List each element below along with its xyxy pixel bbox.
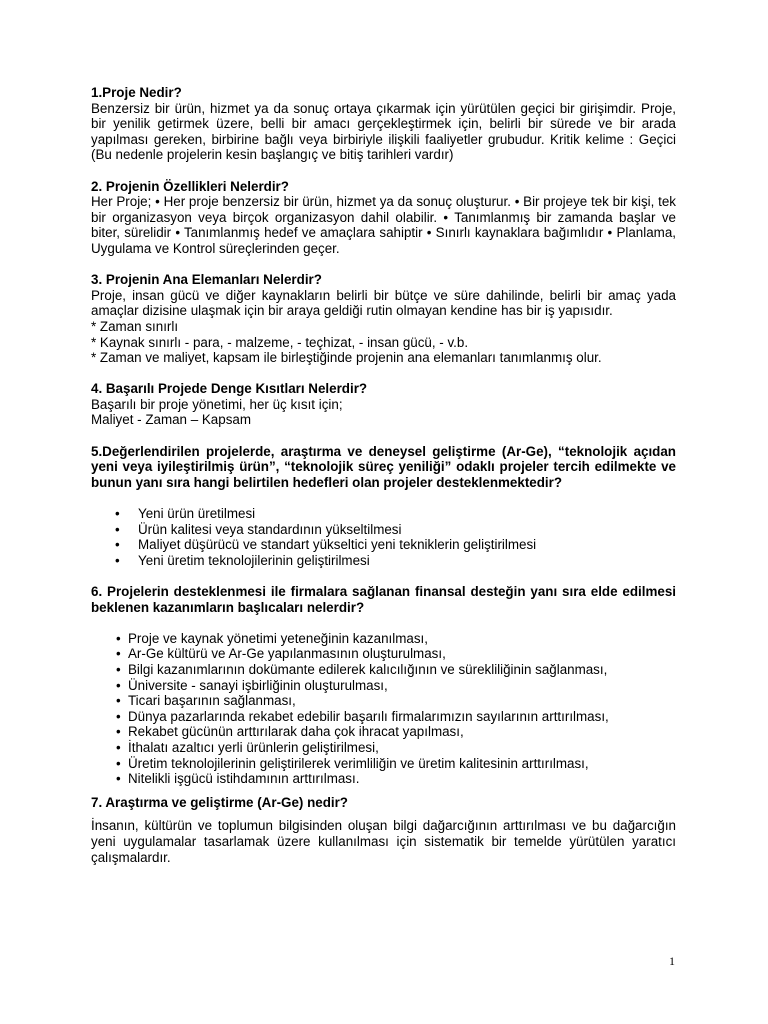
list-item: • Ürün kalitesi veya standardının yükseltilmesi: [115, 521, 402, 537]
list-item: • Üretim teknolojilerinin geliştirilerek verimliliğin ve üretim kalitesinin arttırılması,: [116, 755, 589, 771]
list-item: • Maliyet düşürücü ve standart yükseltici yeni tekniklerin geliştirilmesi: [115, 537, 537, 553]
section-3-line: * Kaynak sınırlı - para, - malzeme, - teçhizat, - insan gücü, - v.b.: [91, 334, 469, 350]
bullet-icon: •: [115, 521, 120, 537]
bullet-icon: •: [116, 646, 121, 662]
section-6-list: [91, 631, 676, 787]
bullet-icon: •: [115, 552, 120, 568]
section-3-title: 3. Projenin Ana Elemanları Nelerdir?: [91, 272, 322, 288]
section-7-body: İnsanın, kültürün ve toplumun bilgisinden oluşan bilgi dağarcığının arttırılması ve bu dağarcığın yeni uygulamalar tasarlamak üzere kullanılması için sistematik bir temelde yürütülen yaratıcı çalışmalardır.: [91, 818, 676, 865]
list-item: • Proje ve kaynak yönetimi yeteneğinin kazanılması,: [116, 630, 428, 646]
section-7-title: 7. Araştırma ve geliştirme (Ar-Ge) nedir?: [91, 794, 348, 810]
bullet-icon: •: [116, 630, 121, 646]
bullet-icon: •: [116, 661, 121, 677]
bullet-icon: •: [116, 693, 121, 709]
list-item: • Nitelikli işgücü istihdamının arttırılması.: [116, 771, 360, 787]
bullet-icon: •: [115, 506, 120, 522]
list-item: • Rekabet gücünün arttırılarak daha çok ihracat yapılması,: [116, 724, 464, 740]
list-item: • Bilgi kazanımlarının dokümante edilerek kalıcılığının ve sürekliliğinin sağlanması,: [116, 661, 608, 677]
bullet-icon: •: [116, 677, 121, 693]
bullet-icon: •: [116, 708, 121, 724]
bullet-icon: •: [116, 724, 121, 740]
list-item: • Dünya pazarlarında rekabet edebilir başarılı firmalarımızın sayılarının arttırılması,: [116, 708, 609, 724]
bullet-icon: •: [116, 755, 121, 771]
section-3-line: * Zaman ve maliyet, kapsam ile birleştiğinde projenin ana elemanları tanımlanmış olur.: [91, 350, 602, 366]
section-5-title: 5.Değerlendirilen projelerde, araştırma ve deneysel geliştirme (Ar-Ge), “teknolojik açıdan yeni veya iyileştirilmiş ürün”, “teknolojik süreç yeniliği” odaklı projeler tercih edilmekte ve bunun yanı sıra hangi belirtilen hedefleri olan projeler desteklenmektedir?: [91, 443, 676, 490]
section-5-list: [91, 506, 676, 568]
list-item: • Yeni üretim teknolojilerinin geliştirilmesi: [115, 552, 370, 568]
section-2-title: 2. Projenin Özellikleri Nelerdir?: [91, 178, 289, 194]
list-item: • Yeni ürün üretilmesi: [115, 506, 256, 522]
section-4-title: 4. Başarılı Projede Denge Kısıtları Nelerdir?: [91, 381, 368, 397]
bullet-icon: •: [116, 739, 121, 755]
list-item: • İthalatı azaltıcı yerli ürünlerin geliştirilmesi,: [116, 739, 379, 755]
section-6-title: 6. Projelerin desteklenmesi ile firmalara sağlanan finansal desteğin yanı sıra elde edilmesi beklenen kazanımların başlıcaları nelerdir?: [91, 584, 676, 615]
document-page: [91, 85, 676, 865]
section-3-body: Proje, insan gücü ve diğer kaynakların belirli bir bütçe ve süre dahilinde, belirli bir amaç yada amaçlar dizisine ulaşmak için bir araya geldiği rutin olmayan kendine has bir iş yapısıdır.: [91, 287, 676, 319]
section-1-body: Benzersiz bir ürün, hizmet ya da sonuç ortaya çıkarmak için yürütülen geçici bir girişimdir. Proje, bir yenilik getirmek üzere, belli bir amacı gerçekleştirmek için, belirli bir sürede ve bir arada yapılması gereken, birbirine bağlı veya birbiriyle ilişkili faaliyetler grubudur. Kritik kelime : Geçici (Bu nedenle projelerin kesin başlangıç ve bitiş tarihleri vardır): [91, 100, 676, 163]
list-item: • Ar-Ge kültürü ve Ar-Ge yapılanmasının oluşturulması,: [116, 646, 446, 662]
bullet-icon: •: [115, 537, 120, 553]
list-item: • Ticari başarının sağlanması,: [116, 693, 296, 709]
section-4-line: Maliyet - Zaman – Kapsam: [91, 412, 252, 428]
section-3-line: * Zaman sınırlı: [91, 318, 179, 334]
section-1-title: 1.Proje Nedir?: [91, 85, 182, 100]
bullet-icon: •: [116, 771, 121, 787]
list-item: • Üniversite - sanayi işbirliğinin oluşturulması,: [116, 677, 388, 693]
section-2-body: Her Proje; • Her proje benzersiz bir ürün, hizmet ya da sonuç oluşturur. • Bir projeye tek bir kişi, tek bir organizasyon veya birçok organizasyon dahil olabilir. • Tanımlanmış bir zamanda başlar ve biter, sürelidir • Tanımlanmış hedef ve amaçlara sahiptir • Sınırlı kaynaklara bağımlıdır • Planlama, Uygulama ve Kontrol süreçlerinden geçer.: [91, 194, 676, 256]
section-4-line: Başarılı bir proje yönetimi, her üç kısıt için;: [91, 396, 343, 412]
page-number: 1: [669, 954, 675, 968]
